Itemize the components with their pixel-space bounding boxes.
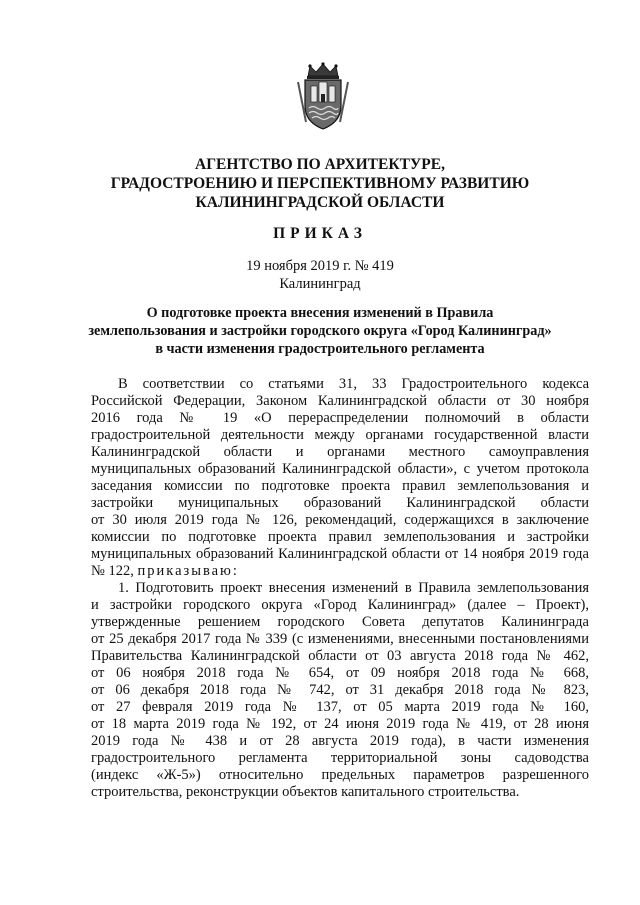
item1-line: от 18 марта 2019 года № 192, от 24 июня 2019 года № 419, от 28 июня: [91, 716, 589, 732]
item1-line: от 27 февраля 2019 года № 137, от 05 марта 2019 года № 160,: [91, 699, 589, 715]
preamble-line: Калининградской области и органами местного самоуправления: [91, 444, 589, 460]
item1-line: утвержденные решением городского Совета депутатов Калининграда: [91, 614, 589, 630]
preamble-line: Российской Федерации, Законом Калининградской области от 30 ноября: [91, 393, 589, 409]
item1-line: Правительства Калининградской области от 03 августа 2018 года № 462,: [91, 648, 589, 664]
preamble-line: 2016 года № 19 «О перераспределении полномочий в области: [91, 410, 589, 426]
item1-line: строительства, реконструкции объектов капитального строительства.: [91, 784, 520, 800]
document-date-number: 19 ноября 2019 г. № 419: [246, 258, 394, 274]
preamble-line: муниципальных образований Калининградской области», с учетом протокола: [91, 461, 589, 477]
item1-line: и застройки городского округа «Город Калининград» (далее – Проект),: [91, 597, 589, 613]
document-type-title: ПРИКАЗ: [273, 225, 367, 242]
order-number-ref: № 122,: [91, 563, 138, 579]
coat-of-arms-icon: [296, 62, 350, 132]
item1-line: от 25 декабря 2017 года № 339 (с изменениями, внесенными постановлениями: [91, 631, 589, 647]
order-verb: приказываю:: [137, 563, 239, 579]
preamble-line: комиссии по подготовке проекта правил землепользования и застройки: [91, 529, 589, 545]
subject-line-1: О подготовке проекта внесения изменений в Правила: [146, 305, 494, 321]
preamble-last-line: [91, 563, 589, 580]
preamble-line: В соответствии со статьями 31, 33 Градостроительного кодекса: [118, 376, 589, 392]
subject-line-2: землепользования и застройки городского округа «Город Калининград»: [88, 323, 552, 339]
agency-name-line-3: КАЛИНИНГРАДСКОЙ ОБЛАСТИ: [195, 194, 445, 211]
item1-line: от 06 декабря 2018 года № 742, от 31 декабря 2018 года № 823,: [91, 682, 589, 698]
item1-line: (индекс «Ж-5») относительно предельных параметров разрешенного: [91, 767, 589, 783]
preamble-line: градостроительной деятельности между органами государственной власти: [91, 427, 589, 443]
document-city: Калининград: [279, 276, 361, 292]
preamble-line: муниципальных образований Калининградской области от 14 ноября 2019 года: [91, 546, 589, 562]
item1-line: 2019 года № 438 и от 28 августа 2019 года), в части изменения: [91, 733, 589, 749]
subject-line-3: в части изменения градостроительного регламента: [155, 341, 485, 357]
item1-line: градостроительного регламента территориальной зоны садоводства: [91, 750, 589, 766]
preamble-line: застройки муниципальных образований Калининградской области: [91, 495, 589, 511]
item1-line: 1. Подготовить проект внесения изменений в Правила землепользования: [118, 580, 589, 596]
agency-name-line-1: АГЕНТСТВО ПО АРХИТЕКТУРЕ,: [195, 156, 445, 173]
agency-name-line-2: ГРАДОСТРОЕНИЮ И ПЕРСПЕКТИВНОМУ РАЗВИТИЮ: [110, 175, 530, 192]
preamble-line: заседания комиссии по подготовке проекта правил землепользования и: [91, 478, 589, 494]
preamble-line: от 30 июля 2019 года № 126, рекомендаций, содержащихся в заключение: [91, 512, 589, 528]
item1-line: от 06 ноября 2018 года № 654, от 09 ноября 2018 года № 668,: [91, 665, 589, 681]
